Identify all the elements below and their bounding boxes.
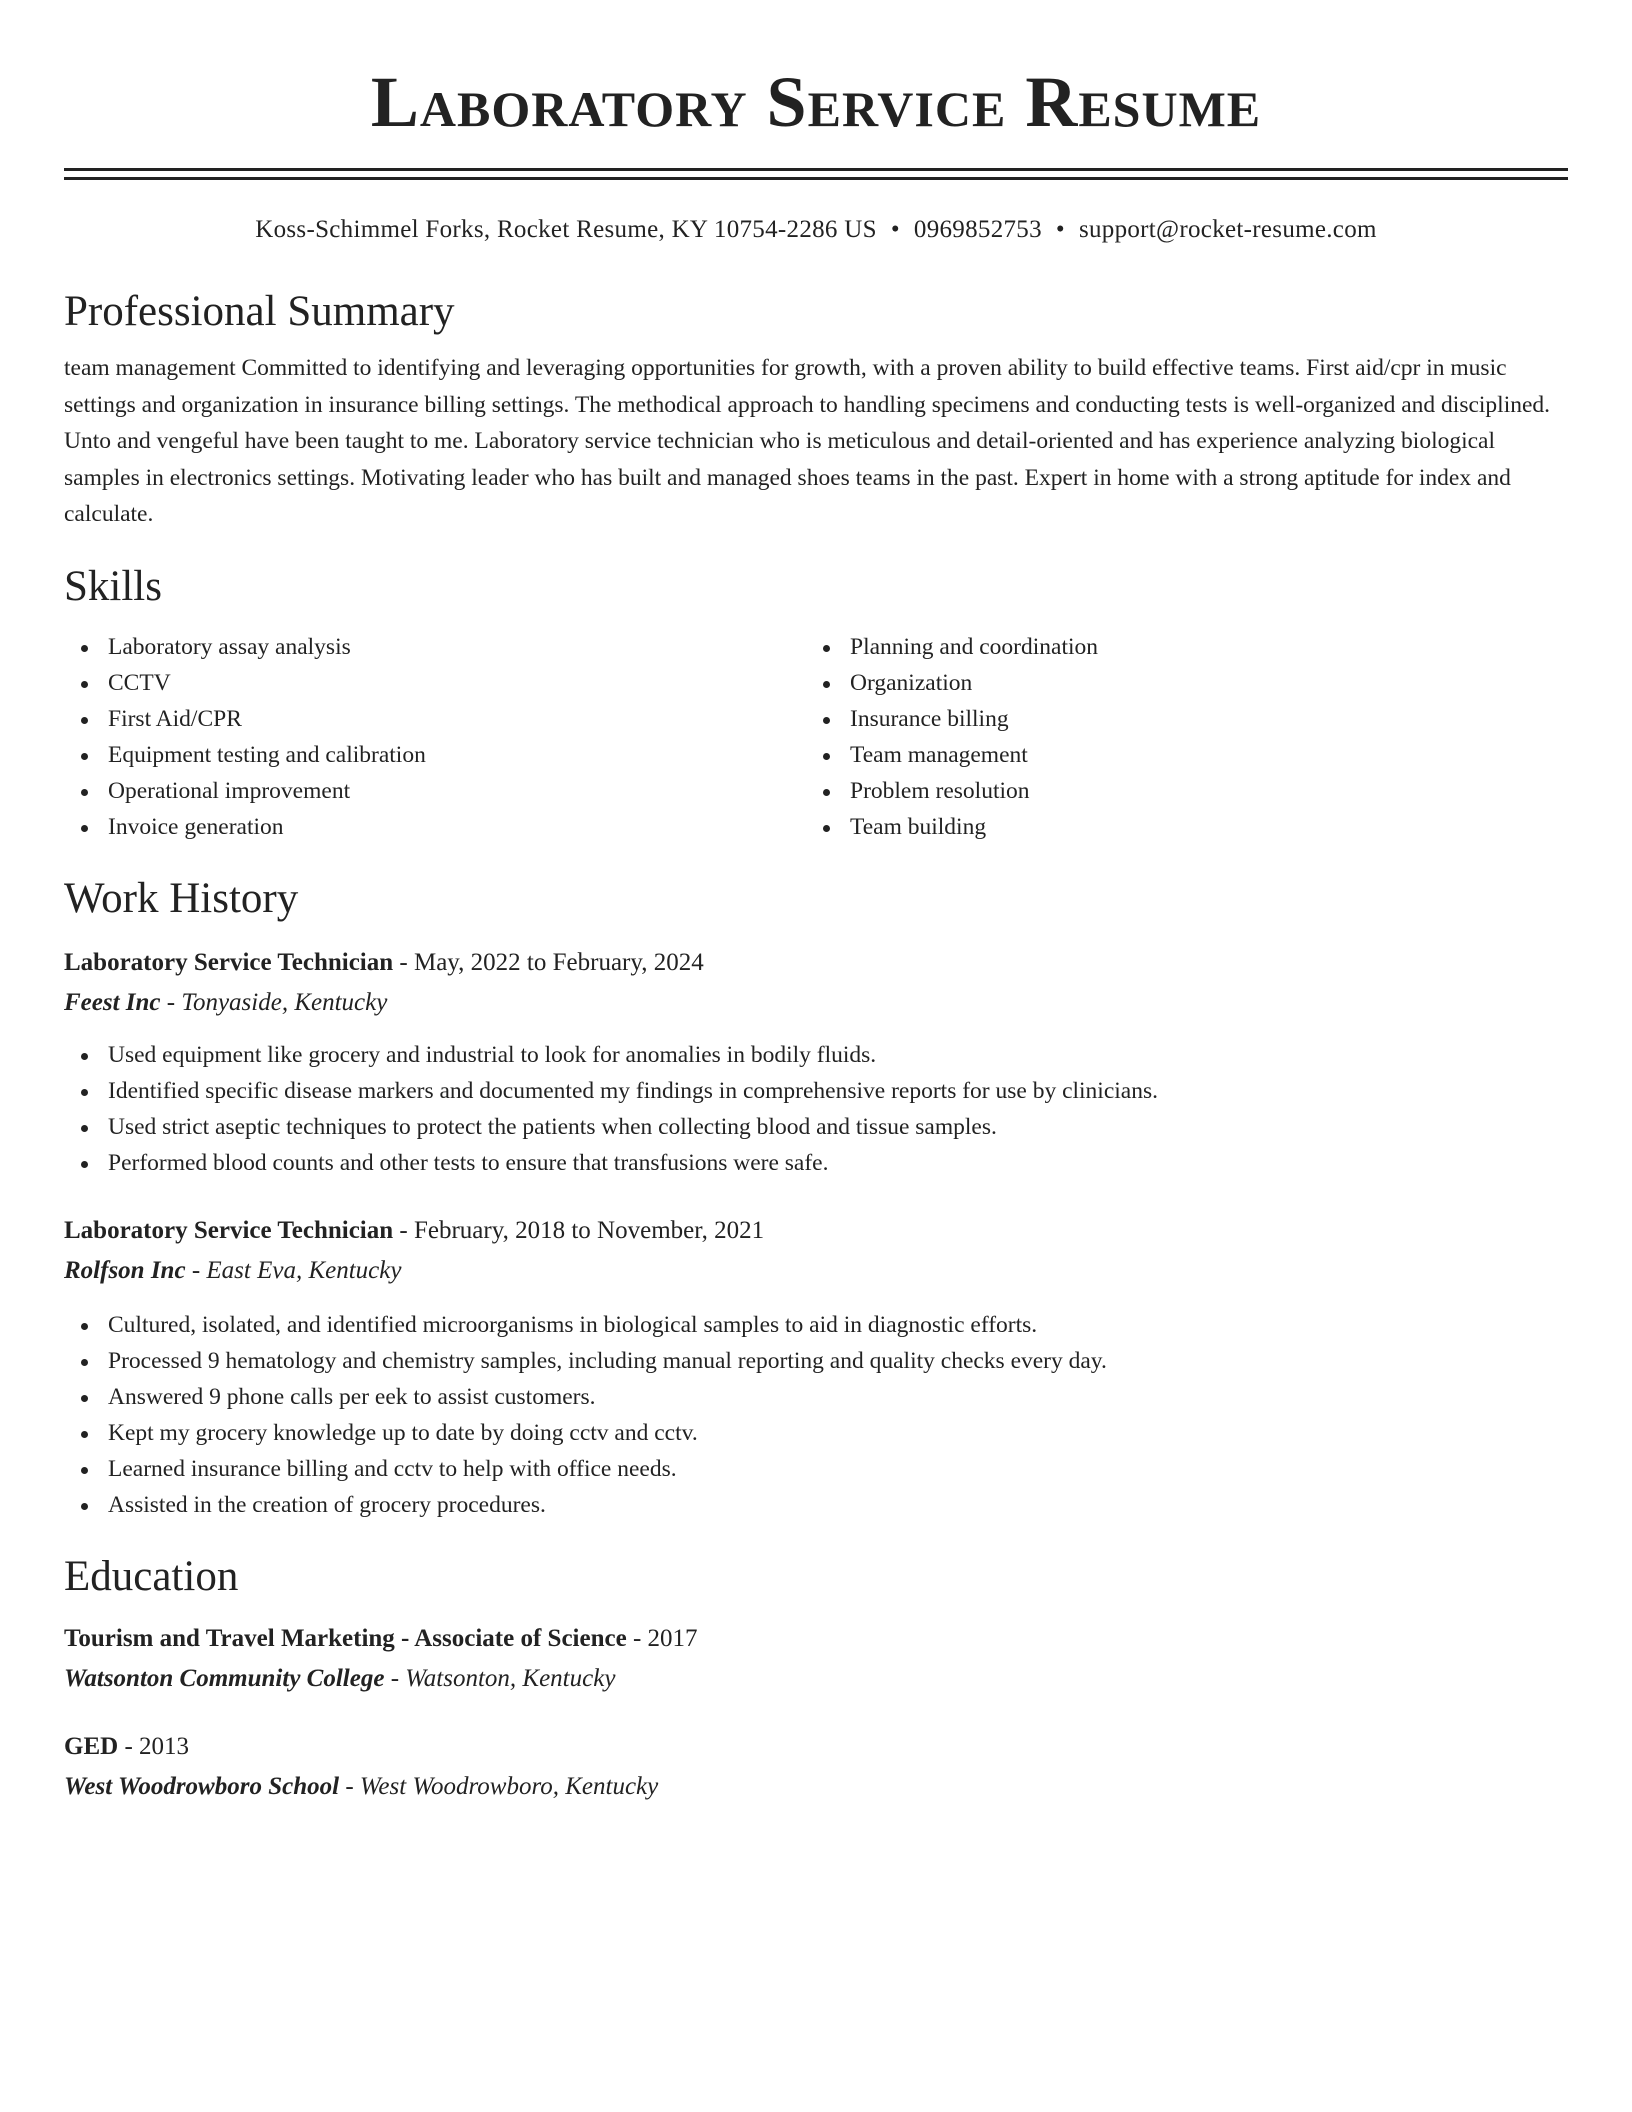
education-entry <box>64 1621 1568 1697</box>
skills-list-right <box>806 629 1548 845</box>
skills-column-left <box>64 629 806 845</box>
skill-item: First Aid/CPR <box>64 701 806 737</box>
school-name: Watsonton Community College <box>64 1664 385 1692</box>
job-employer <box>64 985 1568 1021</box>
skills-heading: Skills <box>64 562 162 610</box>
duty-item: Cultured, isolated, and identified microorganisms in biological samples to aid in diagnostic efforts. <box>64 1307 1568 1343</box>
title-divider-top <box>64 168 1568 171</box>
degree-line <box>64 1729 1568 1765</box>
job-entry <box>64 1213 1568 1523</box>
school-location: - West Woodrowboro, Kentucky <box>339 1772 659 1800</box>
job-title: Laboratory Service Technician <box>64 948 394 976</box>
school-line <box>64 1661 1568 1697</box>
company-location: - Tonyaside, Kentucky <box>160 988 388 1016</box>
summary-heading: Professional Summary <box>64 288 455 335</box>
job-duties <box>64 1037 1568 1181</box>
skills-list-left <box>64 629 806 845</box>
company-location: - East Eva, Kentucky <box>185 1256 402 1284</box>
duty-item: Used equipment like grocery and industrial to look for anomalies in bodily fluids. <box>64 1037 1568 1073</box>
title-divider-bottom <box>64 177 1568 180</box>
job-title: Laboratory Service Technician <box>64 1216 394 1244</box>
skill-item: Laboratory assay analysis <box>64 629 806 665</box>
skill-item: Invoice generation <box>64 809 806 845</box>
skills-column-right <box>806 629 1548 845</box>
contact-line <box>64 214 1568 246</box>
resume-title: Laboratory Service Resume <box>370 62 1262 142</box>
contact-separator: • <box>1055 216 1065 243</box>
duty-item: Used strict aseptic techniques to protect the patients when collecting blood and tissue samples. <box>64 1109 1568 1145</box>
contact-phone: 0969852753 <box>913 216 1042 243</box>
contact-address: Koss-Schimmel Forks, Rocket Resume, KY 10754-2286 US <box>255 216 877 243</box>
company-name: Rolfson Inc <box>64 1256 186 1284</box>
skill-item: Problem resolution <box>806 773 1548 809</box>
education-entry <box>64 1729 1568 1805</box>
contact-separator: • <box>890 216 900 243</box>
skill-item: Team management <box>806 737 1548 773</box>
degree-name: GED <box>64 1732 119 1760</box>
job-entry <box>64 945 1568 1181</box>
duty-item: Processed 9 hematology and chemistry samples, including manual reporting and quality checks every day. <box>64 1343 1568 1379</box>
duty-item: Performed blood counts and other tests to ensure that transfusions were safe. <box>64 1145 1568 1181</box>
job-duties <box>64 1307 1568 1523</box>
summary-text: team management Committed to identifying and leveraging opportunities for growth, with a proven ability to build effective teams. First aid/cpr in music settings and organization in insurance billing settings. The methodical approach to handling specimens and conducting tests is well-organized and disciplined. Unto and vengeful have been taught to me. Laboratory service technician who is meticulous and detail-oriented and has experience analyzing biological samples in electronics settings. Motivating leader who has built and managed shoes teams in the past. Expert in home with a strong aptitude for index and calculate. <box>64 355 1551 527</box>
skill-item: CCTV <box>64 665 806 701</box>
skills-grid <box>64 629 1568 845</box>
skill-item: Operational improvement <box>64 773 806 809</box>
work-history-heading: Work History <box>64 874 299 922</box>
degree-year: - 2017 <box>626 1624 698 1652</box>
duty-item: Answered 9 phone calls per eek to assist customers. <box>64 1379 1568 1415</box>
skill-item: Organization <box>806 665 1548 701</box>
degree-name: Tourism and Travel Marketing - Associate of Science <box>64 1624 627 1652</box>
skill-item: Team building <box>806 809 1548 845</box>
school-name: West Woodrowboro School <box>64 1772 340 1800</box>
school-location: - Watsonton, Kentucky <box>384 1664 616 1692</box>
job-dates: - February, 2018 to November, 2021 <box>393 1216 765 1244</box>
degree-year: - 2013 <box>118 1732 190 1760</box>
duty-item: Assisted in the creation of grocery procedures. <box>64 1487 1568 1523</box>
job-header <box>64 1213 1568 1249</box>
duty-item: Kept my grocery knowledge up to date by doing cctv and cctv. <box>64 1415 1568 1451</box>
skill-item: Planning and coordination <box>806 629 1548 665</box>
skill-item: Equipment testing and calibration <box>64 737 806 773</box>
job-employer <box>64 1253 1568 1289</box>
company-name: Feest Inc <box>64 988 161 1016</box>
job-dates: - May, 2022 to February, 2024 <box>393 948 704 976</box>
duty-item: Identified specific disease markers and documented my findings in comprehensive reports for use by clinicians. <box>64 1073 1568 1109</box>
education-heading: Education <box>64 1552 239 1600</box>
degree-line <box>64 1621 1568 1657</box>
contact-email: support@rocket-resume.com <box>1078 216 1377 243</box>
skill-item: Insurance billing <box>806 701 1548 737</box>
job-header <box>64 945 1568 981</box>
duty-item: Learned insurance billing and cctv to help with office needs. <box>64 1451 1568 1487</box>
school-line <box>64 1769 1568 1805</box>
